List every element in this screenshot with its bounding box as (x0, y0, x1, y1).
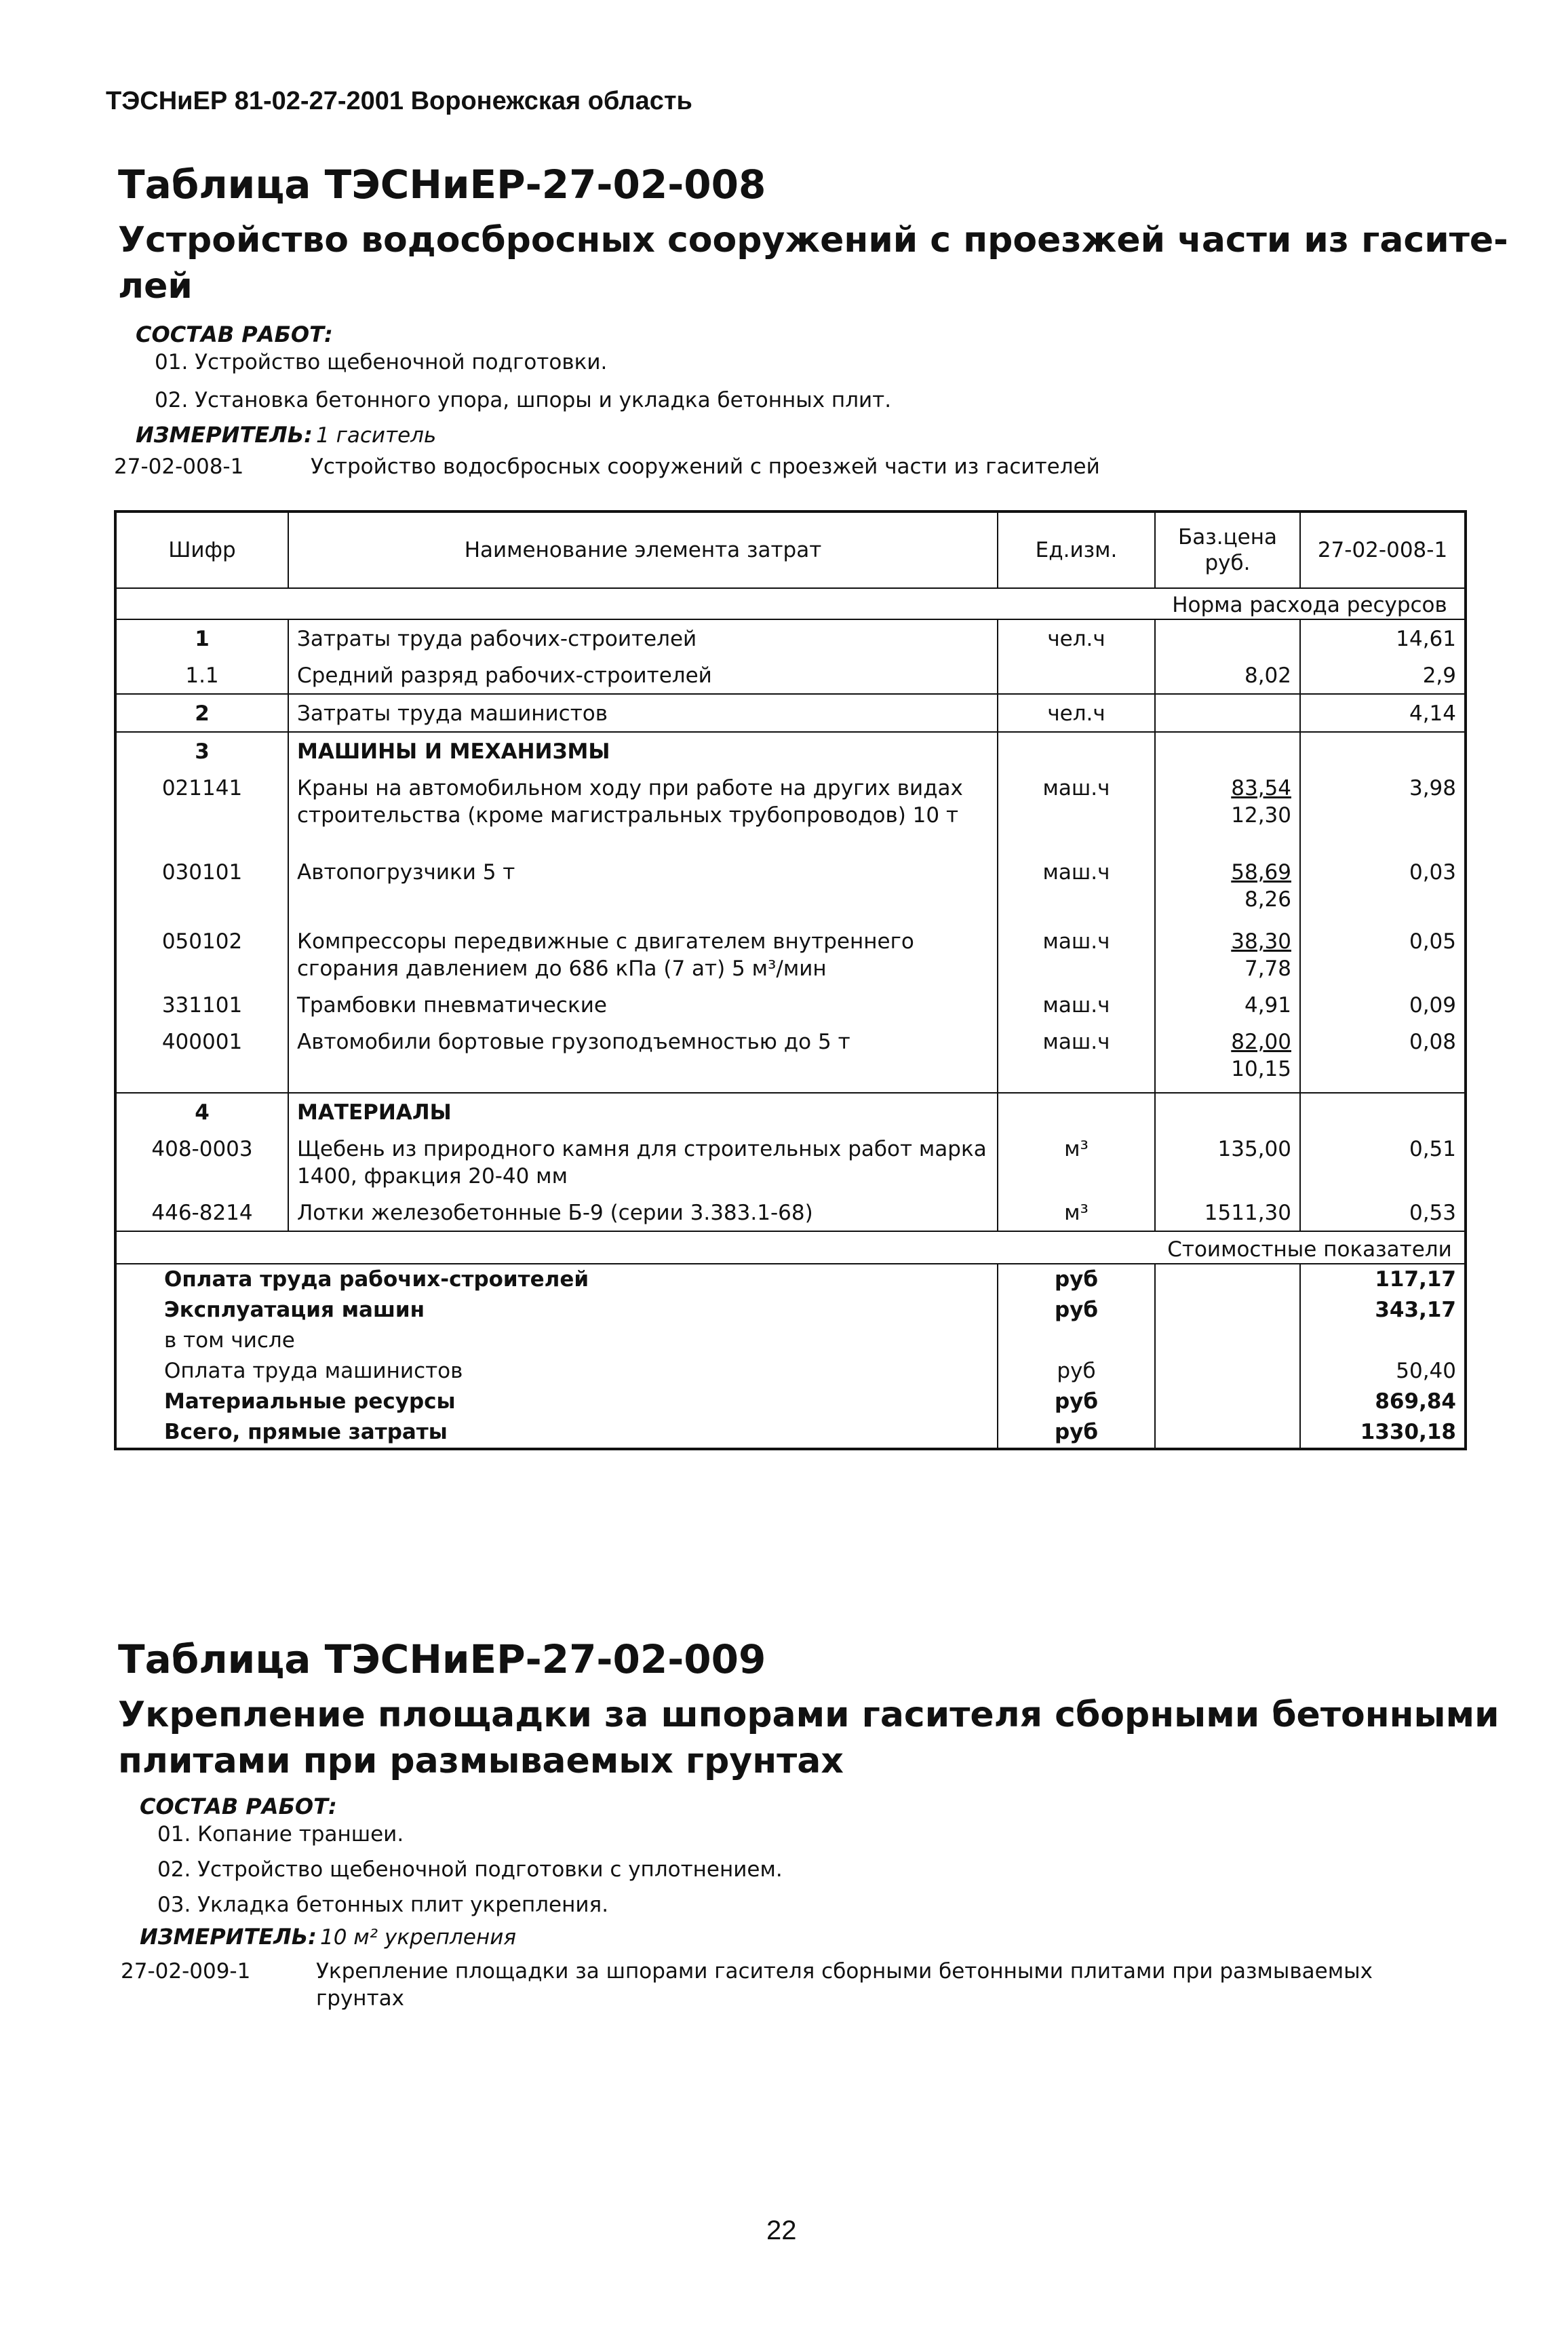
table-subtitle-008-line1: Устройство водосбросных сооружений с проезжей части из гасите- (118, 220, 1508, 260)
row-price (1155, 986, 1300, 1023)
row-name: Трамбовки пневматические (288, 986, 998, 1023)
table-row (115, 732, 1466, 769)
work-item-009-1: 01. Копание траншеи. (157, 1822, 404, 1847)
cost-value (1300, 1326, 1466, 1356)
row-price (1155, 657, 1300, 694)
header-norm-code: 27-02-008-1 (1300, 511, 1466, 588)
meter-value-008: 1 гаситель (316, 423, 437, 448)
cost-unit: руб (998, 1356, 1155, 1387)
price-value: 1511,30 (1204, 1201, 1291, 1225)
norm-description-009-line2: грунтах (316, 1986, 404, 2011)
resource-rows (115, 619, 1466, 1231)
cost-name: в том числе (115, 1326, 998, 1356)
meter-value-009: 10 м² укрепления (320, 1925, 517, 1950)
row-price (1155, 1023, 1300, 1093)
row-unit: маш.ч (998, 853, 1155, 923)
page-number: 22 (766, 2216, 797, 2245)
row-unit (998, 732, 1155, 769)
row-norm: 0,05 (1409, 929, 1456, 954)
norm-description-009-line1: Укрепление площадки за шпорами гасителя сборными бетонными плитами при размываемых (316, 1959, 1373, 1984)
row-unit: м³ (998, 1130, 1155, 1194)
table-row (115, 1130, 1466, 1194)
row-name: Компрессоры передвижные с двигателем внутреннего сгорания давлением до 686 кПа (7 ат) 5 м³/мин (288, 923, 998, 986)
meter-009 (140, 1924, 516, 1950)
row-norm: 0,53 (1409, 1201, 1456, 1225)
row-name: Лотки железобетонные Б-9 (серии 3.383.1-68) (288, 1194, 998, 1231)
cost-value: 343,17 (1375, 1298, 1456, 1322)
row-code: 408-0003 (115, 1130, 288, 1194)
row-price (1155, 732, 1300, 769)
row-price (1155, 1194, 1300, 1231)
table-row (115, 619, 1466, 657)
cost-value: 117,17 (1375, 1267, 1456, 1292)
cost-price (1155, 1356, 1300, 1387)
price-value: 135,00 (1217, 1137, 1291, 1161)
norm-description-008: Устройство водосбросных сооружений с проезжей части из гасителей (311, 455, 1100, 479)
header-unit: Ед.изм. (998, 511, 1155, 588)
work-item-008-2: 02. Установка бетонного упора, шпоры и укладка бетонных плит. (155, 388, 892, 412)
row-unit: маш.ч (998, 1023, 1155, 1093)
cost-name: Всего, прямые затраты (115, 1417, 998, 1449)
table-subtitle-008-line2: лей (118, 266, 193, 307)
price-second-value: 7,78 (1244, 956, 1291, 981)
row-name: Затраты труда рабочих-строителей (288, 619, 998, 657)
row-price (1155, 619, 1300, 657)
row-norm: 0,03 (1409, 860, 1456, 885)
table-subtitle-009-line1: Укрепление площадки за шпорами гасителя сборными бетонными (118, 1695, 1500, 1735)
row-code: 446-8214 (115, 1194, 288, 1231)
row-code: 4 (115, 1093, 288, 1130)
price-value: 58,69 (1231, 860, 1291, 885)
cost-row (115, 1417, 1466, 1449)
row-unit: маш.ч (998, 769, 1155, 853)
row-name: Затраты труда машинистов (288, 694, 998, 732)
cost-price (1155, 1295, 1300, 1326)
table-row (115, 1023, 1466, 1093)
cost-price (1155, 1417, 1300, 1449)
cost-header: Стоимостные показатели (1155, 1231, 1466, 1264)
norm-code-008: 27-02-008-1 (114, 455, 244, 479)
cost-price (1155, 1264, 1300, 1295)
row-norm: 2,9 (1422, 663, 1456, 688)
table-row (115, 986, 1466, 1023)
cost-name: Материальные ресурсы (115, 1387, 998, 1417)
row-name: Краны на автомобильном ходу при работе на других видах строительства (кроме магистральных трубопроводов) 10 т (288, 769, 998, 853)
work-item-009-3: 03. Укладка бетонных плит укрепления. (157, 1893, 609, 1917)
meter-label-009: ИЗМЕРИТЕЛЬ: (140, 1924, 317, 1950)
row-price (1155, 1130, 1300, 1194)
header-price: Баз.цена руб. (1155, 511, 1300, 588)
table-row (115, 1093, 1466, 1130)
cost-header-row (115, 1231, 1466, 1264)
row-name: Автопогрузчики 5 т (288, 853, 998, 923)
row-code: 050102 (115, 923, 288, 986)
table-row (115, 1194, 1466, 1231)
cost-value: 50,40 (1396, 1359, 1456, 1383)
cost-row (115, 1356, 1466, 1387)
row-name: Щебень из природного камня для строительных работ марка 1400, фракция 20-40 мм (288, 1130, 998, 1194)
table-row (115, 769, 1466, 853)
composition-label-008: СОСТАВ РАБОТ: (136, 322, 333, 347)
row-norm (1300, 732, 1466, 769)
price-second-value: 10,15 (1231, 1057, 1291, 1081)
table-row (115, 657, 1466, 694)
row-name: МАТЕРИАЛЫ (288, 1093, 998, 1130)
row-norm: 4,14 (1300, 694, 1466, 732)
work-item-009-2: 02. Устройство щебеночной подготовки с уплотнением. (157, 1857, 783, 1882)
row-price (1155, 694, 1300, 732)
price-value: 38,30 (1231, 929, 1291, 954)
table-subtitle-009-line2: плитами при размываемых грунтах (118, 1741, 844, 1781)
header-code: Шифр (115, 511, 288, 588)
row-code: 1 (115, 619, 288, 657)
row-norm: 0,08 (1409, 1030, 1456, 1054)
row-unit (998, 657, 1155, 694)
resource-norm-table (114, 510, 1467, 1450)
norm-header-row (115, 588, 1466, 619)
cost-rows (115, 1264, 1466, 1449)
row-name: Средний разряд рабочих-строителей (288, 657, 998, 694)
table-row (115, 853, 1466, 923)
cost-unit: руб (998, 1417, 1155, 1449)
norm-header: Норма расхода ресурсов (1155, 588, 1466, 619)
header-name: Наименование элемента затрат (288, 511, 998, 588)
row-norm: 0,09 (1409, 993, 1456, 1018)
row-unit: маш.ч (998, 923, 1155, 986)
row-norm (1300, 1093, 1466, 1130)
row-unit: чел.ч (998, 619, 1155, 657)
cost-unit: руб (998, 1295, 1155, 1326)
cost-name: Оплата труда машинистов (115, 1356, 998, 1387)
table-title-009: Таблица ТЭСНиЕР-27-02-009 (118, 1636, 766, 1682)
row-code: 2 (115, 694, 288, 732)
cost-name: Оплата труда рабочих-строителей (115, 1264, 998, 1295)
meter-008 (136, 422, 436, 448)
cost-row (115, 1326, 1466, 1356)
norm-code-009: 27-02-009-1 (121, 1959, 251, 1984)
document-header: ТЭСНиЕР 81-02-27-2001 Воронежская область (106, 87, 692, 115)
price-value: 4,91 (1244, 993, 1291, 1018)
table-row (115, 694, 1466, 732)
row-norm: 14,61 (1396, 627, 1456, 651)
table-row (115, 923, 1466, 986)
row-code: 331101 (115, 986, 288, 1023)
row-price (1155, 923, 1300, 986)
cost-value: 1330,18 (1360, 1420, 1456, 1444)
price-second-value: 8,26 (1244, 887, 1291, 912)
row-code: 1.1 (115, 657, 288, 694)
meter-label-008: ИЗМЕРИТЕЛЬ: (136, 422, 313, 448)
price-value: 83,54 (1231, 776, 1291, 800)
row-price (1155, 769, 1300, 853)
cost-name: Эксплуатация машин (115, 1295, 998, 1326)
cost-row (115, 1264, 1466, 1295)
row-norm: 3,98 (1409, 776, 1456, 800)
price-value: 82,00 (1231, 1030, 1291, 1054)
cost-row (115, 1387, 1466, 1417)
row-code: 3 (115, 732, 288, 769)
cost-unit: руб (998, 1264, 1155, 1295)
row-code: 021141 (115, 769, 288, 853)
price-second-value: 12,30 (1231, 803, 1291, 828)
row-norm: 0,51 (1409, 1137, 1456, 1161)
row-unit (998, 1093, 1155, 1130)
row-name: Автомобили бортовые грузоподъемностью до 5 т (288, 1023, 998, 1093)
table-header-row (115, 511, 1466, 588)
cost-unit: руб (998, 1387, 1155, 1417)
row-name: МАШИНЫ И МЕХАНИЗМЫ (288, 732, 998, 769)
row-unit: м³ (998, 1194, 1155, 1231)
cost-price (1155, 1326, 1300, 1356)
row-unit: маш.ч (998, 986, 1155, 1023)
cost-row (115, 1295, 1466, 1326)
row-code: 030101 (115, 853, 288, 923)
price-value: 8,02 (1244, 663, 1291, 688)
row-code: 400001 (115, 1023, 288, 1093)
cost-price (1155, 1387, 1300, 1417)
work-item-008-1: 01. Устройство щебеночной подготовки. (155, 350, 608, 374)
cost-value: 869,84 (1375, 1389, 1456, 1414)
row-unit: чел.ч (998, 694, 1155, 732)
row-price (1155, 853, 1300, 923)
cost-unit (998, 1326, 1155, 1356)
table-title-008: Таблица ТЭСНиЕР-27-02-008 (118, 161, 766, 208)
composition-label-009: СОСТАВ РАБОТ: (140, 1794, 337, 1819)
row-price (1155, 1093, 1300, 1130)
